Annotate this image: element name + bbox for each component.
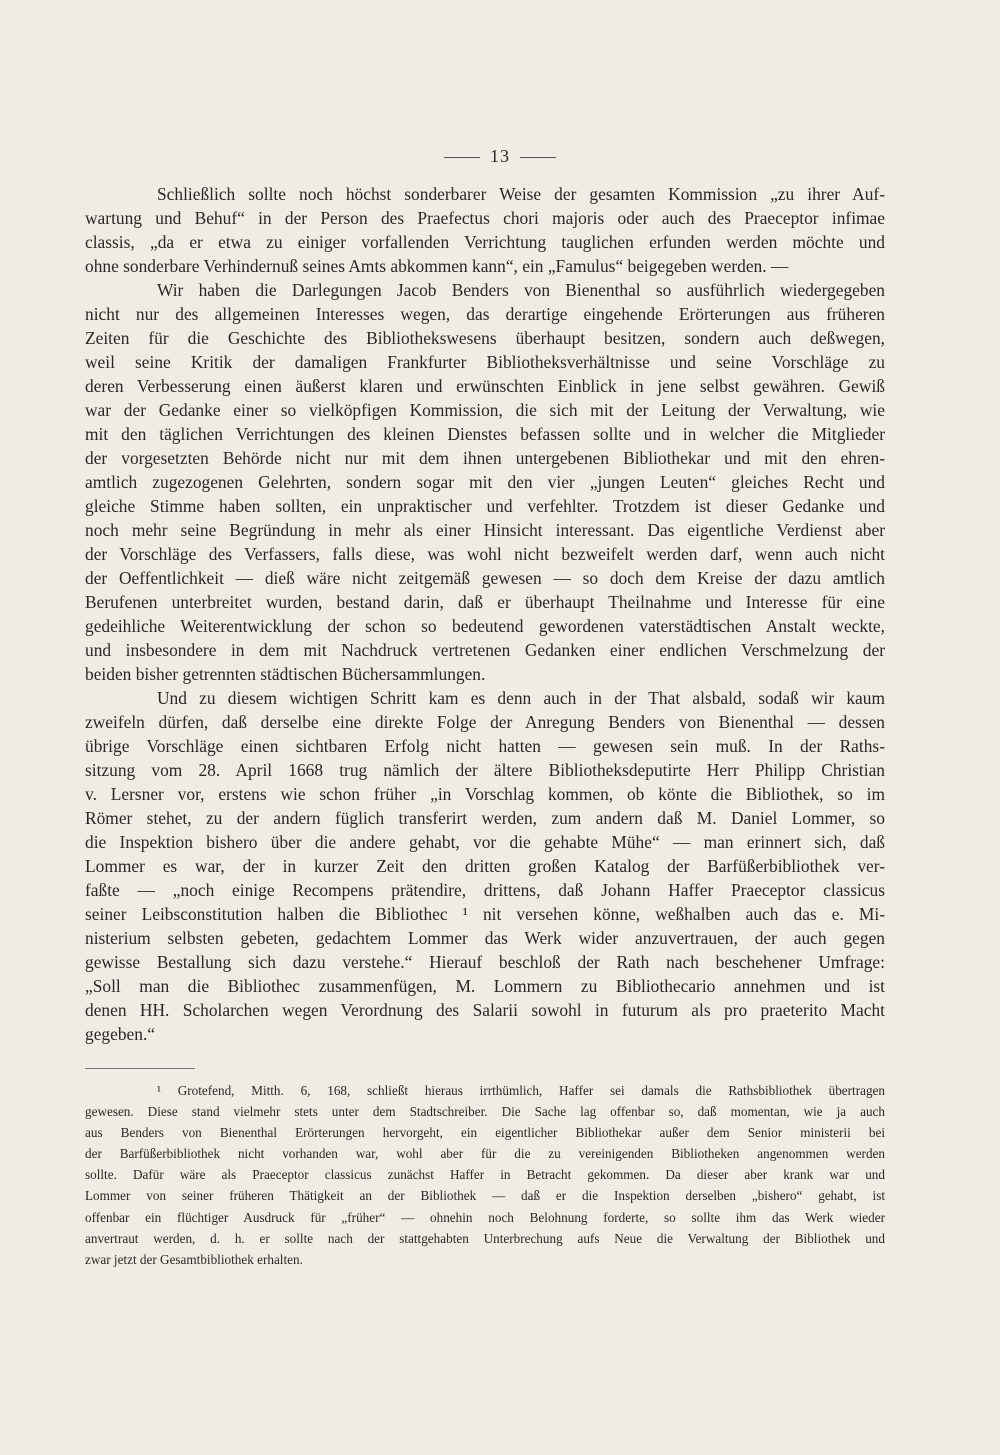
footnote-line: der Barfüßerbibliothek nicht vorhanden war, wohl aber für die zu vereinigenden Bibliotheken angenommen werden	[85, 1146, 885, 1162]
body-text-line: amtlich zugezogenen Gelehrten, sondern sogar mit den vier „jungen Leuten“ gleiches Recht und	[85, 472, 885, 492]
body-text-line: wartung und Behuf“ in der Person des Praefectus chori majoris oder auch des Praeceptor infimae	[85, 208, 885, 228]
body-text-line: faßte — „noch einige Recompens prätendire, drittens, daß Johann Haffer Praeceptor classicus	[85, 880, 885, 900]
body-text-line: der vorgesetzten Behörde nicht nur mit dem ihnen untergebenen Bibliothekar und mit den ehren-	[85, 448, 885, 468]
body-text-line: Wir haben die Darlegungen Jacob Benders von Bienenthal so ausführlich wiedergegeben	[157, 280, 885, 300]
footnote-separator	[85, 1068, 195, 1069]
footnote-line: gewesen. Diese stand vielmehr stets unter dem Stadtschreiber. Die Sache lag offenbar so, daß momentan, wie ja auch	[85, 1104, 885, 1120]
body-text-line: seiner Leibsconstitution halben die Bibliothec ¹ nit versehen könne, weßhalben auch das e. Mi-	[85, 904, 885, 924]
footnote-line: Lommer von seiner früheren Thätigkeit an der Bibliothek — daß er die Inspektion derselben „bishero“ gehabt, ist	[85, 1188, 885, 1204]
footnote-line: zwar jetzt der Gesamtbibliothek erhalten.	[85, 1251, 303, 1267]
body-text-line: gewisse Bestallung sich dazu verstehe.“ Hierauf beschloß der Rath nach beschehener Umfrage:	[85, 952, 885, 972]
body-text-line: Römer stehet, zu der andern füglich transferirt werden, zum andern daß M. Daniel Lommer, so	[85, 808, 885, 828]
body-text-line: Zeiten für die Geschichte des Bibliothekswesens überhaupt besitzen, sondern auch deßwegen,	[85, 328, 885, 348]
body-text-line: Lommer es war, der in kurzer Zeit den dritten großen Katalog der Barfüßerbibliothek ver-	[85, 856, 885, 876]
body-text-line: zweifeln dürfen, daß derselbe eine direkte Folge der Anregung Benders von Bienenthal — dessen	[85, 712, 885, 732]
footnote-line: offenbar ein flüchtiger Ausdruck für „früher“ — ohnehin noch Belohnung forderte, so sollte ihm das Werk wieder	[85, 1209, 885, 1225]
body-text-line: gleiche Stimme haben sollten, ein unpraktischer und verfehlter. Trotzdem ist dieser Gedanke und	[85, 496, 885, 516]
header-dash-right	[520, 157, 556, 158]
body-text-line: und insbesondere in dem mit Nachdruck vertretenen Gedanken einer endlichen Verschmelzung der	[85, 640, 885, 660]
page-number: 13	[490, 146, 510, 166]
footnote-line: ¹ Grotefend, Mitth. 6, 168, schließt hieraus irrthümlich, Haffer sei damals die Rathsbibliothek übertragen	[157, 1083, 885, 1098]
footnote-line: aus Benders von Bienenthal Erörterungen hervorgeht, ein eigentlicher Bibliothekar außer dem Senior ministerii bei	[85, 1125, 885, 1141]
footnote-line: anvertraut werden, d. h. er sollte nach der stattgehabten Unterbrechung aufs Neue die Verwaltung der Bibliothek und	[85, 1230, 885, 1246]
body-text-line: der Oeffentlichkeit — dieß wäre nicht zeitgemäß gewesen — so doch dem Kreise der dazu amtlich	[85, 568, 885, 588]
body-text-line: sitzung vom 28. April 1668 trug nämlich der ältere Bibliotheksdeputirte Herr Philipp Christian	[85, 760, 885, 780]
body-text-line: Berufenen unterbreitet wurden, bestand darin, daß er überhaupt Theilnahme und Interesse für eine	[85, 592, 885, 612]
body-text-line: weil seine Kritik der damaligen Frankfurter Bibliotheksverhältnisse und seine Vorschläge zu	[85, 352, 885, 372]
body-text-line: gegeben.“	[85, 1024, 156, 1044]
body-text-line: classis, „da er etwa zu einiger vorfallenden Verrichtung tauglichen erfunden werden möchte und	[85, 232, 885, 252]
body-text-line: Und zu diesem wichtigen Schritt kam es denn auch in der That alsbald, sodaß wir kaum	[157, 688, 885, 708]
body-text-line: mit den täglichen Verrichtungen des kleinen Dienstes befassen sollte und in welcher die Mitglieder	[85, 424, 885, 444]
body-text-line: die Inspektion bishero über die andere gehabt, vor die gehabte Mühe“ — man erinnert sich, daß	[85, 832, 885, 852]
body-text-line: der Vorschläge des Verfassers, falls diese, was wohl nicht bezweifelt werden darf, wenn auch nicht	[85, 544, 885, 564]
body-text-line: war der Gedanke einer so vielköpfigen Kommission, die sich mit der Leitung der Verwaltung, wie	[85, 400, 885, 420]
body-text-line: denen HH. Scholarchen wegen Verordnung des Salarii sowohl in futurum als pro praeterito Macht	[85, 1000, 885, 1020]
body-text-line: nisterium selbsten gebeten, gedachtem Lommer das Werk wider anzuvertrauen, der auch gegen	[85, 928, 885, 948]
body-text-line: „Soll man die Bibliothec zusammenfügen, M. Lommern zu Bibliothecario annehmen und ist	[85, 976, 885, 996]
body-text-line: Schließlich sollte noch höchst sonderbarer Weise der gesamten Kommission „zu ihrer Auf-	[157, 184, 885, 204]
body-text-line: v. Lersner vor, erstens wie schon früher „in Vorschlag kommen, ob könte die Bibliothek, so im	[85, 784, 885, 804]
footnotes	[85, 1080, 885, 1270]
footnote-line: sollte. Dafür wäre als Praeceptor classicus zunächst Haffer in Betracht gekommen. Da dieser aber krank war und	[85, 1167, 885, 1183]
body-text-line: übrige Vorschläge einen sichtbaren Erfolg nicht hatten — gewesen sein muß. In der Raths-	[85, 736, 885, 756]
body-text-line: gedeihliche Weiterentwicklung der schon so bedeutend gewordenen vaterstädtischen Anstalt weckte,	[85, 616, 885, 636]
page-number-header	[0, 146, 1000, 167]
header-dash-left	[444, 157, 480, 158]
main-text	[85, 182, 885, 1046]
body-text-line: beiden bisher getrennten städtischen Büchersammlungen.	[85, 664, 486, 684]
body-text-line: noch mehr seine Begründung in mehr als einer Hinsicht interessant. Das eigentliche Verdienst aber	[85, 520, 885, 540]
body-text-line: ohne sonderbare Verhindernuß seines Amts abkommen kann“, ein „Famulus“ beigegeben werden. —	[85, 256, 789, 276]
body-text-line: deren Verbesserung einen äußerst klaren und erwünschten Einblick in jene selbst gewähren. Gewiß	[85, 376, 885, 396]
body-text-line: nicht nur des allgemeinen Interesses wegen, das derartige eingehende Erörterungen aus früheren	[85, 304, 885, 324]
